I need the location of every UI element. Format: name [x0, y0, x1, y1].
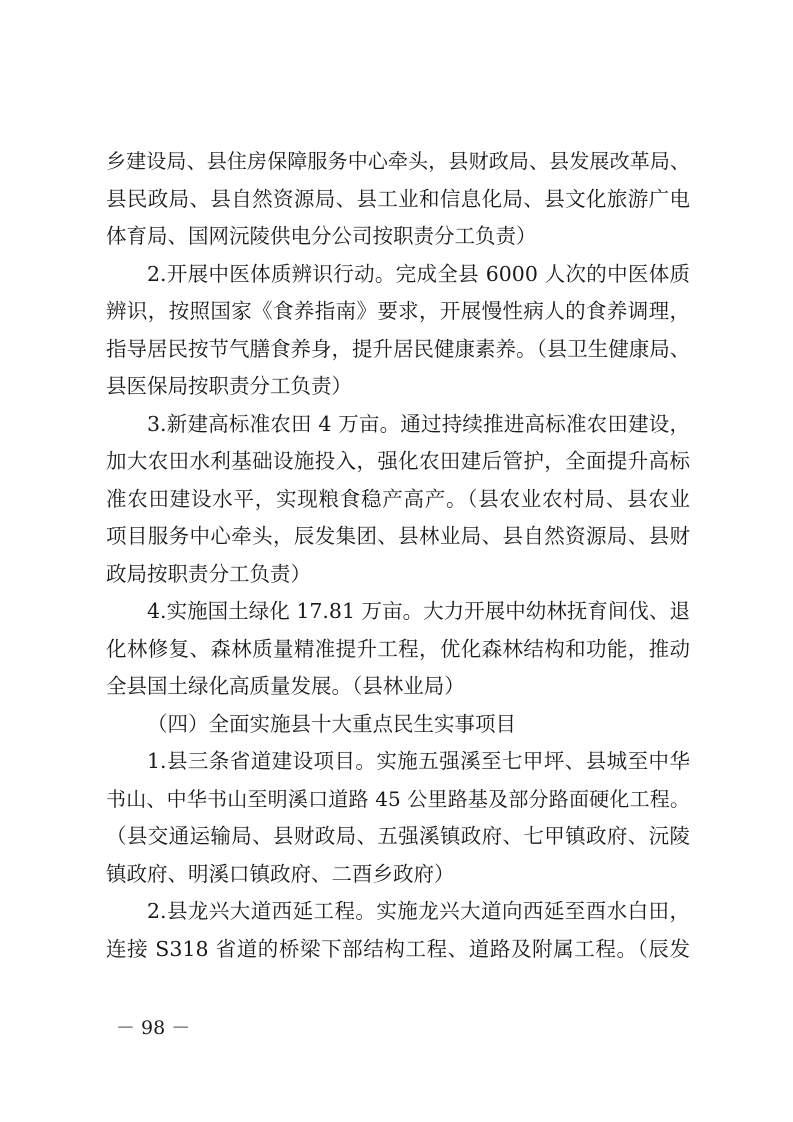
text-line: 县民政局、县自然资源局、县工业和信息化局、县文化旅游广电 — [106, 187, 690, 211]
text-line: 全县国土绿化高质量发展。（县林业局） — [106, 674, 465, 698]
text-line: 体育局、国网沅陵供电分公司按职责分工负责） — [106, 224, 537, 248]
text-line: 乡建设局、县住房保障服务中心牵头，县财政局、县发展改革局、 — [106, 149, 690, 173]
text-line: （县交通运输局、县财政局、五强溪镇政府、七甲镇政府、沅陵 — [106, 824, 690, 848]
text-line: 县医保局按职责分工负责） — [106, 374, 352, 398]
text-line: 连接 S318 省道的桥梁下部结构工程、道路及附属工程。（辰发 — [106, 937, 690, 961]
text-line: 化林修复、森林质量精准提升工程，优化森林结构和功能，推动 — [106, 637, 690, 661]
text-line: 指导居民按节气膳食养身，提升居民健康素养。（县卫生健康局、 — [106, 337, 690, 361]
page-number: － 98 － — [116, 1017, 191, 1039]
text-line: 政局按职责分工负责） — [106, 562, 311, 586]
text-line: 4.实施国土绿化 17.81 万亩。大力开展中幼林抚育间伐、退 — [147, 599, 690, 623]
text-line: 镇政府、明溪口镇政府、二酉乡政府） — [106, 862, 455, 886]
text-line: 加大农田水利基础设施投入，强化农田建后管护，全面提升高标 — [106, 449, 690, 473]
text-line: 1.县三条省道建设项目。实施五强溪至七甲坪、县城至中华 — [147, 749, 690, 773]
text-line: 辨识，按照国家《食养指南》要求，开展慢性病人的食养调理， — [106, 299, 690, 323]
text-line: 准农田建设水平，实现粮食稳产高产。（县农业农村局、县农业 — [106, 487, 690, 511]
section-heading: （四）全面实施县十大重点民生实事项目 — [147, 712, 516, 736]
text-line: 书山、中华书山至明溪口道路 45 公里路基及部分路面硬化工程。 — [106, 787, 690, 811]
text-line: 2.县龙兴大道西延工程。实施龙兴大道向西延至酉水白田， — [147, 899, 690, 923]
text-line: 2.开展中医体质辨识行动。完成全县 6000 人次的中医体质 — [147, 262, 690, 286]
text-line: 3.新建高标准农田 4 万亩。通过持续推进高标准农田建设， — [147, 412, 690, 436]
text-line: 项目服务中心牵头，辰发集团、县林业局、县自然资源局、县财 — [106, 524, 690, 548]
